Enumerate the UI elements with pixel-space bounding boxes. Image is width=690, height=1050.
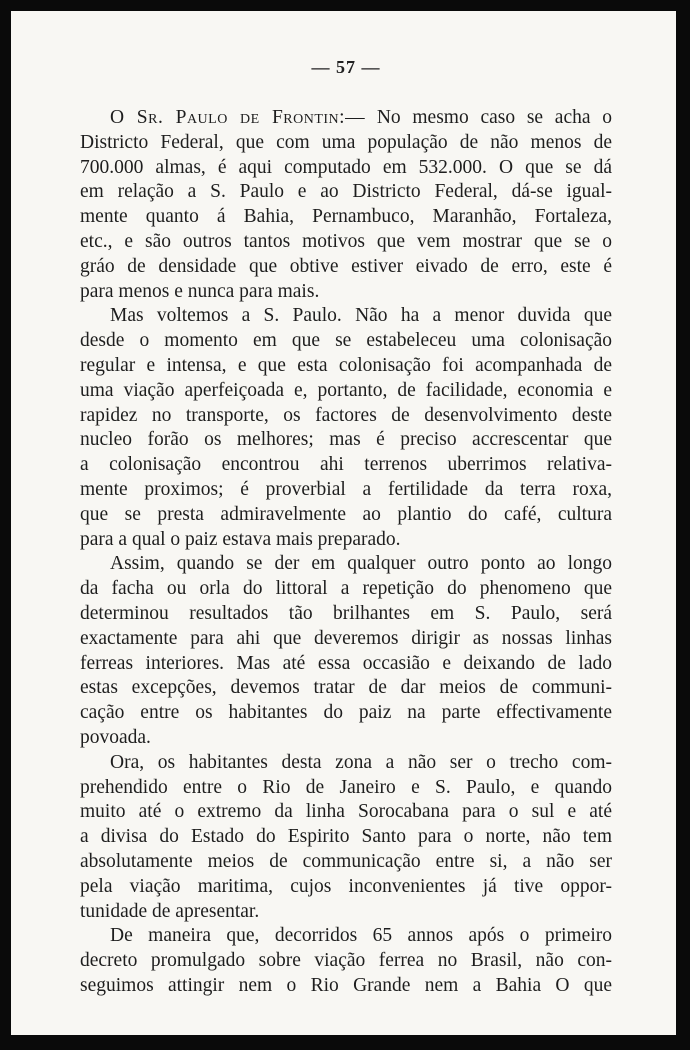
text-line: mente quanto á Bahia, Pernambuco, Maranhão, Fortaleza, — [80, 206, 612, 228]
text-line: determinou resultados tão brilhantes em S. Paulo, será — [80, 602, 612, 624]
text-line: decreto promulgado sobre viação ferrea no Brasil, não con- — [80, 950, 612, 972]
text-line: da facha ou orla do littoral a repetição do phenomeno que — [80, 578, 612, 600]
text-line: desde o momento em que se estabeleceu uma colonisação — [80, 330, 612, 352]
text-line: O Sr. Paulo de Frontin:— No mesmo caso se acha o — [110, 107, 612, 128]
text-line: rapidez no transporte, os factores de desenvolvimento deste — [80, 404, 612, 426]
text-line: estas excepções, devemos tratar de dar meios de communi- — [80, 677, 612, 699]
text-line: para a qual o paiz estava mais preparado. — [80, 528, 401, 550]
text-line: etc., e são outros tantos motivos que vem mostrar que se o — [80, 230, 612, 252]
text-line: pela viação maritima, cujos inconvenientes já tive oppor- — [80, 875, 612, 897]
text-line: que se presta admiravelmente ao plantio do café, cultura — [80, 503, 612, 525]
text-line: absolutamente meios de communicação entre si, a não ser — [80, 850, 612, 872]
text-line: Mas voltemos a S. Paulo. Não ha a menor duvida que — [110, 305, 612, 327]
text-line: Assim, quando se der em qualquer outro ponto ao longo — [110, 553, 612, 575]
text-line: gráo de densidade que obtive estiver eivado de erro, este é — [80, 255, 612, 277]
text-line: nucleo forão os melhores; mas é preciso accrescentar que — [80, 429, 612, 451]
text-line: regular e intensa, e que esta colonisação foi acompanhada de — [80, 354, 612, 376]
text-line: Ora, os habitantes desta zona a não ser o trecho com- — [110, 751, 612, 773]
speaker-name: O Sr. Paulo de Frontin:— — [110, 107, 366, 128]
text-line: prehendido entre o Rio de Janeiro e S. Paulo, e quando — [80, 776, 612, 798]
text-line: povoada. — [80, 726, 151, 748]
text-line: a divisa do Estado do Espirito Santo para o norte, não tem — [80, 826, 612, 848]
text-line: seguimos attingir nem o Rio Grande nem a Bahia O que — [80, 974, 612, 996]
page-number: — 57 — — [311, 57, 381, 77]
text-line: em relação a S. Paulo e ao Districto Federal, dá-se igual- — [80, 181, 612, 203]
text-line: cação entre os habitantes do paiz na parte effectivamente — [80, 702, 612, 724]
text-body — [80, 106, 612, 999]
text-line: mente proximos; é proverbial a fertilidade da terra roxa, — [80, 478, 612, 500]
text-line: De maneira que, decorridos 65 annos após o primeiro — [110, 925, 612, 947]
text-line: exactamente para ahi que deveremos dirigir as nossas linhas — [80, 627, 612, 649]
text-line: ferreas interiores. Mas até essa occasião e deixando de lado — [80, 652, 612, 674]
text-line: para menos e nunca para mais. — [80, 280, 320, 302]
document-page — [11, 11, 676, 1035]
text-line: tunidade de apresentar. — [80, 900, 260, 922]
text-line: 700.000 almas, é aqui computado em 532.000. O que se dá — [80, 156, 612, 178]
text-line: Districto Federal, que com uma população de não menos de — [80, 131, 612, 153]
text-line: a colonisação encontrou ahi terrenos uberrimos relativa- — [80, 454, 612, 476]
text-line: uma viação aperfeiçoada e, portanto, de facilidade, economia e — [80, 379, 612, 401]
text-line: muito até o extremo da linha Sorocabana para o sul e até — [80, 801, 612, 823]
